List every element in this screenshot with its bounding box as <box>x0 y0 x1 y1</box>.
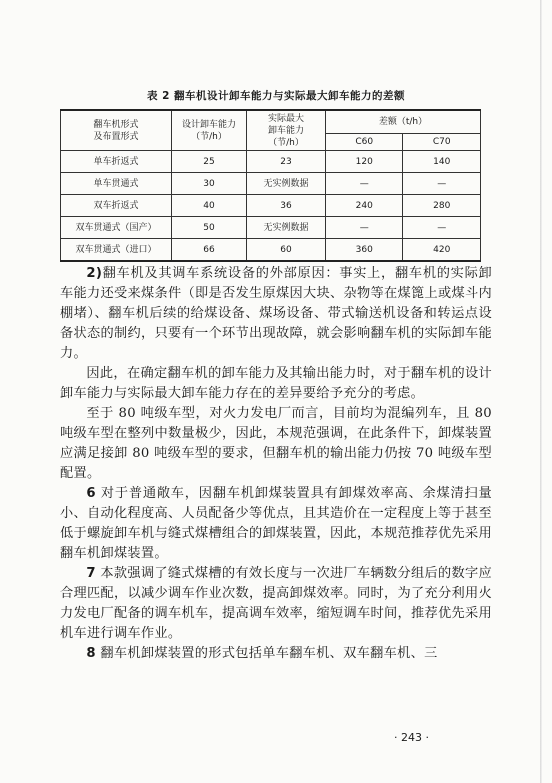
paragraph-text: 翻车机卸煤装置的形式包括单车翻车机、双车翻车机、三 <box>100 646 438 661</box>
cell-design: 50 <box>172 217 247 239</box>
paragraph-text: 本款强调了缝式煤槽的有效长度与一次进厂车辆数分组后的数字应合理匹配，以减少调车作业次数，提高卸煤效率。同时，为了充分利用火力发电厂配备的调车机车，提高调车效率，缩短调车时间，推荐优先采用机车进行调车作业。 <box>60 566 492 641</box>
cell-design: 25 <box>172 151 247 173</box>
cell-c70: — <box>403 217 481 239</box>
cell-c70: 140 <box>403 151 481 173</box>
paragraph: 至于 80 吨级车型，对火力发电厂而言，目前均为混编列车，且 80 吨级车型在整列中数量极少，因此，本规范强调，在此条件下，卸煤装置应满足接卸 80 吨级车型的要求，但翻车机的输出能力仍按 70 吨级车型配置。 <box>60 406 492 481</box>
table-row <box>61 173 481 195</box>
table-caption: 表 2 翻车机设计卸车能力与实际最大卸车能力的差额 <box>146 90 406 102</box>
cell-actual: 无实例数据 <box>247 217 326 239</box>
cell-design: 40 <box>172 195 247 217</box>
cell-c60: — <box>326 217 403 239</box>
cell-actual: 无实例数据 <box>247 173 326 195</box>
header-difference: 差额（t/h） <box>326 110 481 134</box>
cell-type: 双车贯通式（国产） <box>61 217 172 239</box>
page-edge-shadow <box>540 0 542 783</box>
cell-actual: 23 <box>247 151 326 173</box>
cell-type: 单车贯通式 <box>61 173 172 195</box>
table-row <box>61 195 481 217</box>
table-row <box>61 151 481 173</box>
unloading-capacity-table <box>60 109 481 262</box>
paragraph: 因此，在确定翻车机的卸车能力及其输出能力时，对于翻车机的设计卸车能力与实际最大卸车能力存在的差异要给予充分的考虑。 <box>60 366 492 401</box>
cell-type: 双车折返式 <box>61 195 172 217</box>
cell-design: 66 <box>172 239 247 262</box>
header-actual-capacity: 实际最大 卸车能力 （节/h） <box>247 110 326 151</box>
header-c70: C70 <box>403 134 481 151</box>
cell-actual: 36 <box>247 195 326 217</box>
paragraph-text: 对于普通敞车，因翻车机卸煤装置具有卸煤效率高、余煤清扫量小、自动化程度高、人员配备少等优点，且其造价在一定程度上等于甚至低于螺旋卸车机与缝式煤槽组合的卸煤装置，因此，本规范推荐优先采用翻车机卸煤装置。 <box>60 486 492 561</box>
paragraph <box>60 644 492 664</box>
cell-actual: 60 <box>247 239 326 262</box>
cell-c70: 280 <box>403 195 481 217</box>
cell-c60: — <box>326 173 403 195</box>
paragraph <box>60 564 492 644</box>
page-number: · 243 · <box>394 731 429 744</box>
cell-c70: — <box>403 173 481 195</box>
cell-c60: 360 <box>326 239 403 262</box>
table-row <box>61 217 481 239</box>
cell-type: 单车折返式 <box>61 151 172 173</box>
paragraph <box>60 484 492 564</box>
body-text <box>60 264 492 664</box>
paragraph-number: 2) <box>86 266 103 281</box>
cell-c70: 420 <box>403 239 481 262</box>
header-type-layout: 翻车机形式 及布置形式 <box>61 110 172 151</box>
table-row <box>61 239 481 262</box>
cell-c60: 120 <box>326 151 403 173</box>
paragraph-text: 翻车机及其调车系统设备的外部原因：事实上，翻车机的实际卸车能力还受来煤条件（即是否发生原煤因大块、杂物等在煤篦上或煤斗内棚堵）、翻车机后续的给煤设备、煤场设备、带式输送机设备和转运点设备状态的制约，只要有一个环节出现故障，就会影响翻车机的实际卸车能力。 <box>60 266 492 361</box>
cell-c60: 240 <box>326 195 403 217</box>
paragraph-number: 8 <box>86 646 96 661</box>
cell-type: 双车贯通式（进口） <box>61 239 172 262</box>
cell-design: 30 <box>172 173 247 195</box>
paragraph-number: 7 <box>86 566 96 581</box>
header-design-capacity: 设计卸车能力 （节/h） <box>172 110 247 151</box>
header-c60: C60 <box>326 134 403 151</box>
paragraph <box>60 264 492 364</box>
paragraph-number: 6 <box>86 486 96 501</box>
